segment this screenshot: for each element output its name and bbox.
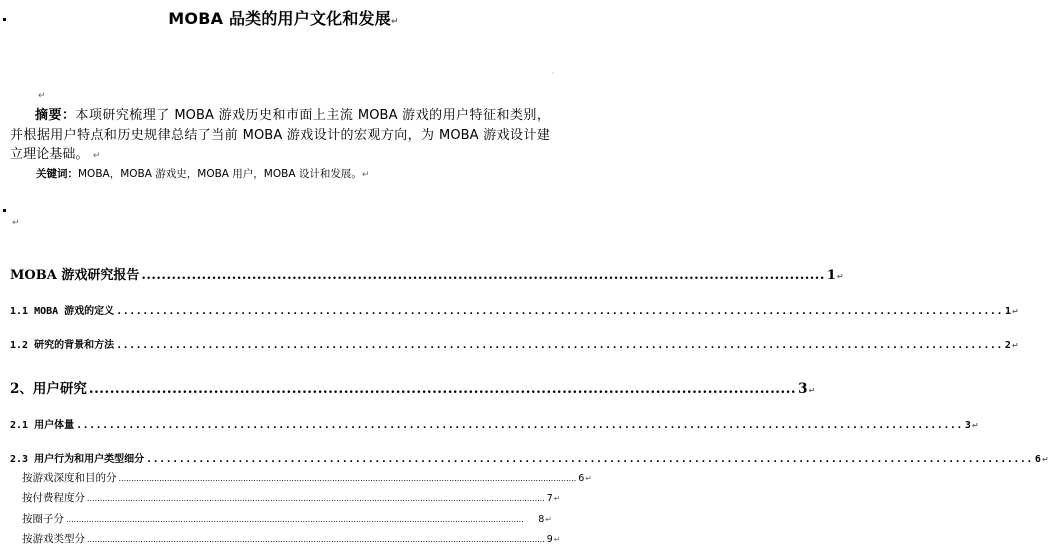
- paragraph-mark: ↵: [836, 272, 844, 281]
- toc-entry-title: 按付费程度分: [22, 492, 85, 504]
- paragraph-mark: ↵: [553, 535, 561, 544]
- paragraph-mark: ↵: [92, 151, 101, 161]
- toc-page-number: 2: [1004, 340, 1011, 351]
- toc-page-number: 7: [546, 493, 553, 504]
- toc-page-number: 8: [538, 514, 545, 525]
- abstract-text: 本项研究梳理了 MOBA 游戏历史和市面上主流 MOBA 游戏的用户特征和类别，并根据用户特点和历史规律总结了当前 MOBA 游戏设计的宏观方向，为 MOBA 游戏设计建立理论基础。: [10, 108, 550, 162]
- toc-entry[interactable]: [10, 302, 1019, 317]
- paragraph-mark: ↵: [1012, 307, 1019, 316]
- paragraph-mark: ↵: [585, 474, 592, 483]
- paragraph-mark: ↵: [971, 421, 979, 430]
- toc-entry-title: 按圈子分: [22, 513, 64, 525]
- keywords-text: MOBA，MOBA 游戏史，MOBA 用户，MOBA 设计和发展。: [78, 168, 362, 180]
- format-mark: ': [552, 71, 554, 79]
- toc-entry-title: 1.2 研究的背景和方法: [10, 340, 115, 351]
- toc-leader: ....................................................................................................................................................................................: [66, 515, 524, 524]
- toc-page-number: 3: [798, 381, 808, 397]
- toc-entry[interactable]: [10, 377, 816, 397]
- title-text: MOBA 品类的用户文化和发展: [168, 9, 391, 28]
- toc-entry[interactable]: [22, 470, 592, 485]
- keywords-label: 关键词：: [36, 168, 78, 180]
- paragraph-mark: ↵: [390, 17, 399, 27]
- toc-page-number: 1: [1004, 306, 1012, 317]
- toc-entry[interactable]: [22, 531, 561, 546]
- toc-entry-title: MOBA 游戏研究报告: [10, 268, 140, 283]
- paragraph-mark: ↵: [12, 218, 20, 228]
- toc-entry-title: 2.3 用户行为和用户类型细分: [10, 454, 145, 465]
- abstract-label: 摘要：: [35, 108, 76, 123]
- toc-entry-title: 2.1 用户体量: [10, 420, 75, 431]
- abstract-paragraph: [10, 106, 550, 165]
- toc-entry-title: 按游戏深度和目的分: [22, 472, 117, 484]
- toc-page-number: 6: [578, 473, 585, 484]
- paragraph-mark: ↵: [361, 170, 370, 180]
- toc-leader: ........................................................................................................................................: [146, 454, 1033, 465]
- paragraph-mark: ↵: [808, 386, 816, 395]
- document-title: [0, 8, 567, 30]
- toc-entry[interactable]: [10, 264, 844, 283]
- paragraph-mark: ↵: [553, 494, 561, 503]
- toc-leader: ........................................................................................................................................: [88, 381, 797, 397]
- paragraph-mark: ↵: [38, 91, 46, 101]
- toc-leader: ........................................................................................................................................: [141, 268, 825, 283]
- toc-leader: ........................................................................................................................................: [116, 340, 1003, 351]
- paragraph-mark: ↵: [1041, 455, 1049, 464]
- toc-page-number: 9: [546, 534, 553, 545]
- toc-leader: ........................................................................................................................................: [76, 420, 963, 431]
- toc-leader: ....................................................................................................................................................................................: [87, 494, 545, 503]
- format-mark: [3, 209, 6, 212]
- toc-entry[interactable]: [22, 511, 552, 526]
- toc-entry-title: 按游戏类型分: [22, 533, 85, 545]
- toc-leader: ........................................................................................................................................: [116, 306, 1003, 317]
- toc-page-number: 1: [826, 268, 836, 283]
- toc-entry[interactable]: [10, 416, 979, 431]
- paragraph-mark: ↵: [545, 515, 552, 524]
- toc-page-number: 6: [1034, 454, 1041, 465]
- toc-leader: ....................................................................................................................................................................................: [118, 474, 577, 483]
- toc-entry-title: 2、用户研究: [10, 381, 87, 397]
- toc-entry[interactable]: [10, 336, 1019, 351]
- toc-leader: ....................................................................................................................................................................................: [87, 535, 545, 544]
- toc-entry-title: 1.1 MOBA 游戏的定义: [10, 306, 115, 317]
- keywords-paragraph: [36, 166, 369, 182]
- paragraph-mark: ↵: [1011, 341, 1019, 350]
- toc-page-number: 3: [964, 420, 971, 431]
- toc-entry[interactable]: [10, 450, 1049, 465]
- toc-entry[interactable]: [22, 490, 561, 505]
